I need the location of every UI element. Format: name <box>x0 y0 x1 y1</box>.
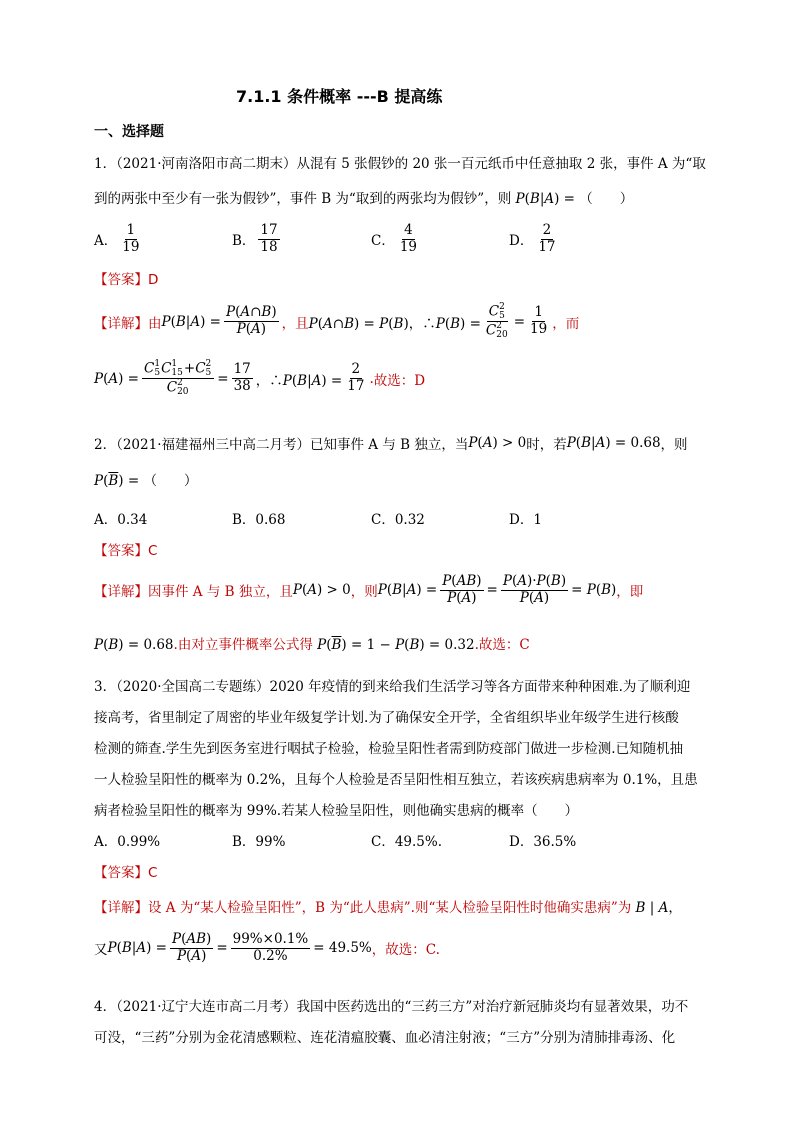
q1-line2-tail: （ ） <box>579 191 634 207</box>
q1-line2-text: 到的两张中至少有一张为假钞”，事件 B 为“取到的两张均为假钞”，则 <box>94 191 512 207</box>
q1-option-d[interactable]: D． $\frac{2}{17}$ <box>509 222 556 255</box>
q3-line4: 一人检验呈阳性的概率为 0.2%，且每个人检验是否呈阳性相互独立，若该疾病患病率为 0.1%，且患 <box>94 772 698 788</box>
q1-detail-line2: P(A) = C 1 5 C 1 15 +C 2 5 C 2 20 = $\frac{17}{38}$ ，∴P(B|A) = $\frac{2}{17}$ . 故选：D <box>94 359 426 397</box>
q3-line3: 检测的筛查.学生先到医务室进行咽拭子检验，检验呈阳性者需到防疫部门做进一步检测.已知随机抽 <box>94 741 684 757</box>
q2-detail-line2: P(B) = 0.68.由对立事件概率公式得 $P(\overline{B}) = 1 - P(B) = 0.32$.故选：C <box>94 637 530 653</box>
q1-answer: 【答案】D <box>94 272 159 288</box>
q4-line1: 4．（2021·辽宁大连市高二月考）我国中医药选出的“三药三方”对治疗新冠肺炎均有显著效果，功不 <box>94 999 689 1015</box>
q3-line2: 接高考，省里制定了周密的毕业年级复学计划.为了确保安全开学，全省组织毕业年级学生进行核酸 <box>94 710 679 726</box>
q1-line1: 1．（2021·河南洛阳市高二期末）从混有 5 张假钞的 20 张一百元纸币中任意抽取 2 张，事件 A 为“取 <box>94 156 706 172</box>
q2-option-a[interactable]: A．0.34 <box>94 512 148 528</box>
q1-option-c[interactable]: C． $\frac{4}{19}$ <box>371 222 418 255</box>
page-title: 7.1.1 条件概率 ---B 提高练 <box>236 87 443 106</box>
section-heading: 一、选择题 <box>94 124 164 140</box>
q2-line1: 2．（2021·福建福州三中高二月考）已知事件 A 与 B 独立，当 P(A) > 0 时，若 P(B|A) = 0.68 ，则 <box>94 435 688 453</box>
q2-detail-line1: 【详解】 因事件 A 与 B 独立，且 P(A) > 0 ，则 P(B|A) = $\frac{P(AB)}{P(A)}$ = $\frac{P(A)\cdot P(B)}{P(A)}$ = P(B) ，即 <box>94 573 644 606</box>
q3-detail-line2: 又 P(B|A) = $\frac{P(AB)}{P(A)}$ = $\frac{99\%\times 0.1\%}{0.2\%}$ = 49.5% ，故选：C. <box>94 931 440 964</box>
q1-option-a[interactable]: A． $\frac{1}{19}$ <box>94 222 140 255</box>
q1-line2 <box>94 187 633 207</box>
q3-option-d[interactable]: D．36.5% <box>509 834 577 850</box>
q1-formula-pba: P(B|A) = <box>515 191 575 207</box>
q1-option-b[interactable]: B． $\frac{17}{18}$ <box>232 222 278 255</box>
q3-answer: 【答案】C <box>94 865 158 881</box>
q3-option-a[interactable]: A．0.99% <box>94 834 161 850</box>
q3-line5: 病者检验呈阳性的概率为 99%.若某人检验呈阳性，则他确实患病的概率（ ） <box>94 803 579 819</box>
q2-option-b[interactable]: B．0.68 <box>232 512 286 528</box>
q1-detail-line1: 【详解】 由 P(B|A) = $\frac{P(A\cap B)}{P(A)}$ ，且 P(A∩B) = P(B)，∴P(B) = C 2 5 C 2 20 = $\frac{1}{19}$ ，而 <box>94 302 580 340</box>
q2-option-c[interactable]: C．0.32 <box>371 512 425 528</box>
q4-line2: 可没，“三药”分别为金花清感颗粒、连花清瘟胶囊、血必清注射液；“三方”分别为清肺排毒汤、化 <box>94 1030 676 1046</box>
q3-option-c[interactable]: C．49.5%. <box>371 834 443 850</box>
q3-detail-line1: 【详解】设 A 为“某人检验呈阳性”，B 为“此人患病”.则“某人检验呈阳性时他确实患病”为 B | A， <box>94 900 682 916</box>
q3-option-b[interactable]: B．99% <box>232 834 286 850</box>
q2-option-d[interactable]: D．1 <box>509 512 542 528</box>
q2-line2: $P(\overline{B})$ = （ ） <box>94 473 198 489</box>
q2-answer: 【答案】C <box>94 543 158 559</box>
q3-line1: 3．（2020·全国高二专题练）2020 年疫情的到来给我们生活学习等各方面带来种种困难.为了顺利迎 <box>94 679 691 695</box>
